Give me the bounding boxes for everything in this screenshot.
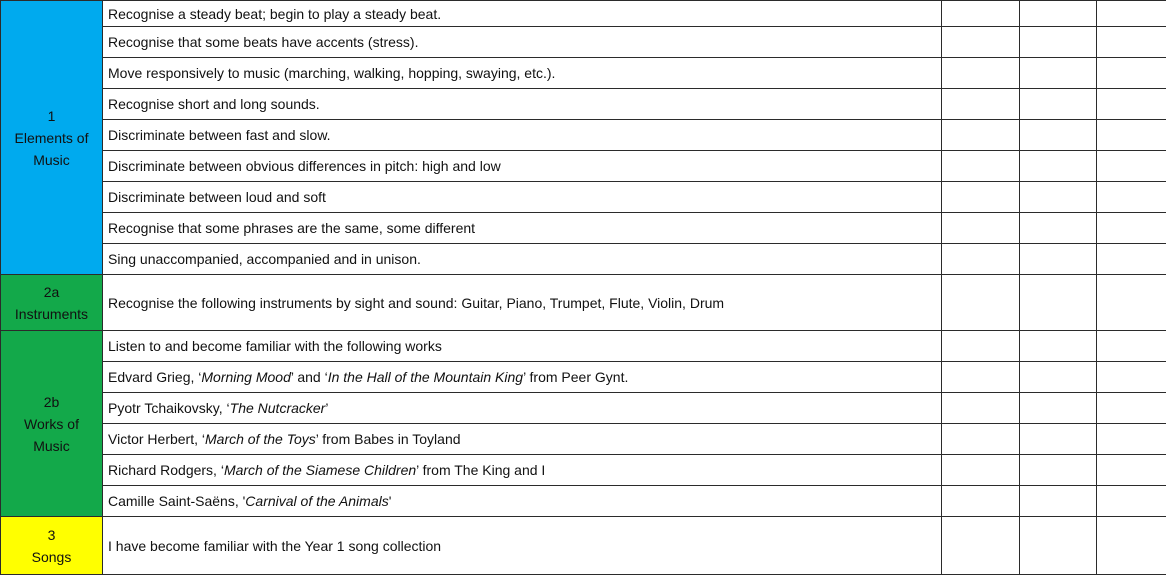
check-cell[interactable]	[1097, 89, 1166, 120]
work-item	[103, 455, 942, 486]
work-item	[103, 486, 942, 517]
table-row	[1, 89, 1166, 120]
table-row	[1, 517, 1166, 575]
table-row	[1, 331, 1166, 362]
work-title: The Nutcracker	[229, 400, 326, 416]
section-title: Music	[33, 437, 70, 454]
table-row	[1, 213, 1166, 244]
work-item	[103, 362, 942, 393]
work-text: '	[388, 493, 392, 509]
section-title: Works of	[24, 415, 79, 432]
check-cell[interactable]	[1020, 120, 1097, 151]
section-title: Elements of	[14, 129, 89, 146]
check-cell[interactable]	[1097, 213, 1166, 244]
check-cell[interactable]	[1020, 89, 1097, 120]
work-item	[103, 424, 942, 455]
check-cell[interactable]	[1097, 486, 1166, 517]
work-composer: Richard Rodgers, ‘	[108, 462, 224, 478]
check-cell[interactable]	[942, 1, 1020, 27]
section-songs	[1, 517, 103, 575]
check-cell[interactable]	[1097, 27, 1166, 58]
check-cell[interactable]	[1020, 151, 1097, 182]
check-cell[interactable]	[942, 151, 1020, 182]
check-cell[interactable]	[1020, 244, 1097, 275]
check-cell[interactable]	[942, 486, 1020, 517]
check-cell[interactable]	[942, 27, 1020, 58]
section-title: Instruments	[14, 305, 89, 322]
check-cell[interactable]	[942, 89, 1020, 120]
table-row	[1, 362, 1166, 393]
item-text: Sing unaccompanied, accompanied and in unison.	[103, 244, 942, 275]
work-text: ’ from Peer Gynt.	[523, 369, 629, 385]
table-row	[1, 424, 1166, 455]
item-text: Discriminate between obvious differences in pitch: high and low	[103, 151, 942, 182]
table-row	[1, 455, 1166, 486]
item-text: Recognise the following instruments by sight and sound: Guitar, Piano, Trumpet, Flute, Violin, Drum	[103, 275, 942, 331]
check-cell[interactable]	[1097, 331, 1166, 362]
check-cell[interactable]	[942, 517, 1020, 575]
work-composer: Camille Saint-Saëns, '	[108, 493, 246, 509]
check-cell[interactable]	[942, 455, 1020, 486]
check-cell[interactable]	[942, 244, 1020, 275]
check-cell[interactable]	[1020, 362, 1097, 393]
section-elements-of-music	[1, 1, 103, 275]
section-works-of-music	[1, 331, 103, 517]
item-text: Recognise short and long sounds.	[103, 89, 942, 120]
check-cell[interactable]	[942, 275, 1020, 331]
work-text: ’	[325, 400, 329, 416]
table-row	[1, 151, 1166, 182]
check-cell[interactable]	[1097, 393, 1166, 424]
work-composer: Edvard Grieg, ‘	[108, 369, 202, 385]
item-text: Move responsively to music (marching, walking, hopping, swaying, etc.).	[103, 58, 942, 89]
section-title: Music	[33, 151, 70, 168]
check-cell[interactable]	[1097, 120, 1166, 151]
work-title: Morning Mood	[201, 369, 291, 385]
check-cell[interactable]	[942, 424, 1020, 455]
check-cell[interactable]	[1020, 331, 1097, 362]
work-text: ’ from Babes in Toyland	[315, 431, 461, 447]
section-instruments	[1, 275, 103, 331]
check-cell[interactable]	[1020, 517, 1097, 575]
table-row	[1, 244, 1166, 275]
check-cell[interactable]	[1097, 517, 1166, 575]
table-row	[1, 1, 1166, 27]
item-text: Recognise a steady beat; begin to play a steady beat.	[103, 1, 942, 27]
check-cell[interactable]	[1097, 455, 1166, 486]
check-cell[interactable]	[1020, 27, 1097, 58]
check-cell[interactable]	[942, 331, 1020, 362]
work-title: Carnival of the Animals	[245, 493, 389, 509]
check-cell[interactable]	[1097, 424, 1166, 455]
section-number: 1	[47, 107, 56, 124]
check-cell[interactable]	[942, 213, 1020, 244]
check-cell[interactable]	[1020, 455, 1097, 486]
work-title: March of the Siamese Children	[223, 462, 417, 478]
check-cell[interactable]	[1020, 424, 1097, 455]
check-cell[interactable]	[1020, 182, 1097, 213]
section-number: 3	[47, 526, 56, 543]
check-cell[interactable]	[1097, 275, 1166, 331]
check-cell[interactable]	[942, 393, 1020, 424]
table-row	[1, 486, 1166, 517]
table-row	[1, 393, 1166, 424]
work-title: In the Hall of the Mountain King	[327, 369, 524, 385]
check-cell[interactable]	[1097, 182, 1166, 213]
check-cell[interactable]	[1020, 213, 1097, 244]
check-cell[interactable]	[942, 120, 1020, 151]
item-text: Recognise that some beats have accents (stress).	[103, 27, 942, 58]
check-cell[interactable]	[942, 362, 1020, 393]
section-number: 2a	[43, 283, 60, 300]
check-cell[interactable]	[1020, 275, 1097, 331]
item-text: Recognise that some phrases are the same, some different	[103, 213, 942, 244]
section-title: Songs	[31, 548, 72, 565]
check-cell[interactable]	[1097, 1, 1166, 27]
check-cell[interactable]	[1097, 58, 1166, 89]
check-cell[interactable]	[942, 58, 1020, 89]
item-text: Discriminate between loud and soft	[103, 182, 942, 213]
check-cell[interactable]	[1097, 151, 1166, 182]
check-cell[interactable]	[1097, 244, 1166, 275]
table-row	[1, 58, 1166, 89]
item-text: Discriminate between fast and slow.	[103, 120, 942, 151]
item-text: Listen to and become familiar with the following works	[103, 331, 942, 362]
work-item	[103, 393, 942, 424]
work-text: ’ from The King and I	[416, 462, 546, 478]
section-number: 2b	[43, 393, 60, 410]
check-cell[interactable]	[1020, 393, 1097, 424]
check-cell[interactable]	[1020, 58, 1097, 89]
item-text: I have become familiar with the Year 1 song collection	[103, 517, 942, 575]
check-cell[interactable]	[1020, 1, 1097, 27]
work-composer: Pyotr Tchaikovsky, ‘	[108, 400, 230, 416]
work-text: ’ and ‘	[290, 369, 328, 385]
table-row	[1, 182, 1166, 213]
table-row	[1, 27, 1166, 58]
work-composer: Victor Herbert, ‘	[108, 431, 205, 447]
check-cell[interactable]	[942, 182, 1020, 213]
check-cell[interactable]	[1020, 486, 1097, 517]
table-row	[1, 275, 1166, 331]
work-title: March of the Toys	[205, 431, 316, 447]
table-row	[1, 120, 1166, 151]
check-cell[interactable]	[1097, 362, 1166, 393]
